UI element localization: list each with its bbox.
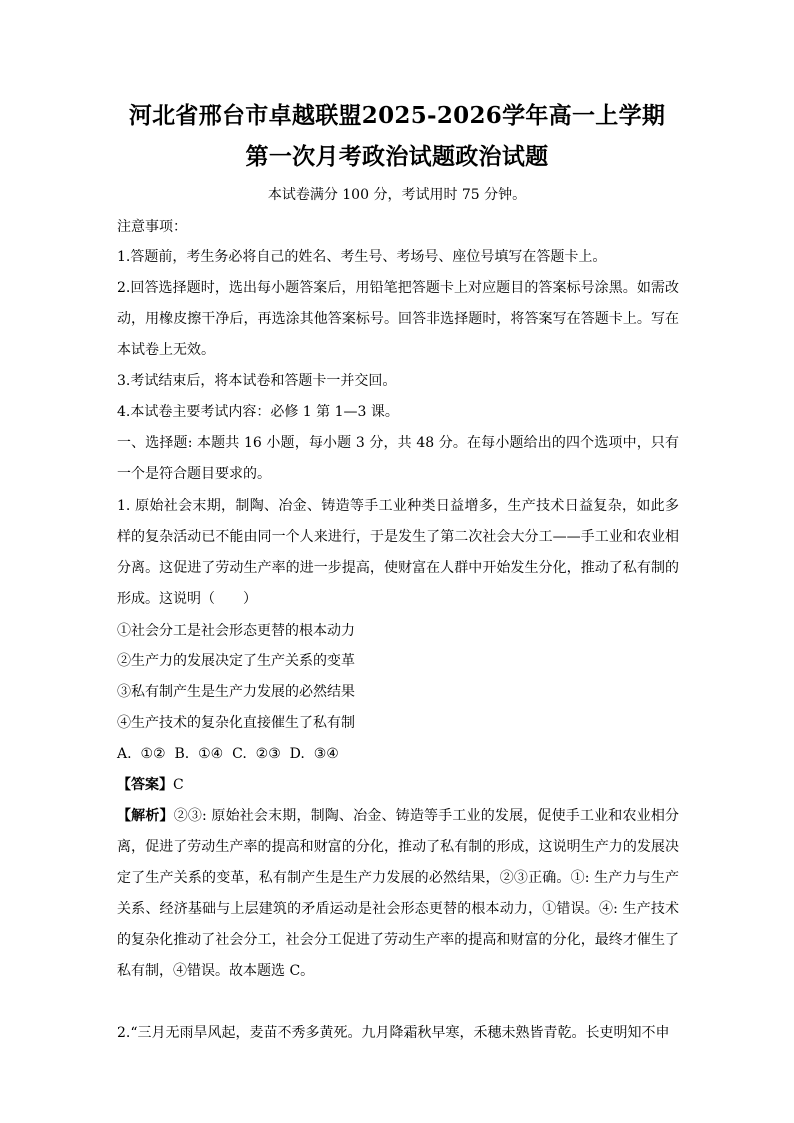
section-1-heading: 一、选择题: 本题共 16 小题，每小题 3 分，共 48 分。在每小题给出的四个选项中，只有一个是符合题目要求的。 xyxy=(117,435,679,482)
exam-subtitle: 本试卷满分 100 分，考试用时 75 分钟。 xyxy=(267,187,527,203)
exam-title-line2: 第一次月考政治试题政治试题 xyxy=(245,143,549,170)
question-1-answer xyxy=(117,770,679,801)
exam-title-line1: 河北省邢台市卓越联盟2025-2026学年高一上学期 xyxy=(128,102,666,129)
notice-item-1: 1.答题前，考生务必将自己的姓名、考生号、考场号、座位号填写在答题卡上。 xyxy=(117,249,607,265)
question-1-option-4: ④生产技术的复杂化直接催生了私有制 xyxy=(117,715,355,731)
notice-item-4: 4.本试卷主要考试内容：必修 1 第 1—3 课。 xyxy=(117,404,399,420)
question-1-stem: 1. 原始社会末期，制陶、冶金、铸造等手工业种类日益增多，生产技术日益复杂，如此多样的复杂活动已不能由同一个人来进行，于是发生了第二次社会大分工——手工业和农业相分离。这促进了劳动生产率的进一步提高，使财富在人群中开始发生分化，推动了私有制的形成。这说明（ ） xyxy=(117,498,679,607)
question-1-analysis xyxy=(117,801,679,987)
answer-label: 【答案】 xyxy=(117,777,173,793)
question-1-choices: A. ①② B. ①④ C. ②③ D. ③④ xyxy=(117,746,339,762)
question-2-stem: 2.“三月无雨旱风起，麦苗不秀多黄死。九月降霜秋早寒，禾穗未熟皆青乾。长吏明知不申 xyxy=(117,1025,670,1041)
notice-item-2: 2.回答选择题时，选出每小题答案后，用铅笔把答题卡上对应题目的答案标号涂黑。如需改动，用橡皮擦干净后，再选涂其他答案标号。回答非选择题时，将答案写在答题卡上。写在本试卷上无效。 xyxy=(117,280,679,358)
analysis-label: 【解析】 xyxy=(117,808,174,824)
notice-item-3: 3.考试结束后，将本试卷和答题卡一并交回。 xyxy=(117,373,397,389)
question-1-option-2: ②生产力的发展决定了生产关系的变革 xyxy=(117,653,355,669)
question-1-option-1: ①社会分工是社会形态更替的根本动力 xyxy=(117,623,355,639)
answer-value: C xyxy=(173,777,184,793)
question-1-option-3: ③私有制产生是生产力发展的必然结果 xyxy=(117,684,355,700)
notice-heading: 注意事项： xyxy=(117,219,187,235)
analysis-text: ②③: 原始社会末期，制陶、冶金、铸造等手工业的发展，促使手工业和农业相分离，促进了劳动生产率的提高和财富的分化，推动了私有制的形成，这说明生产力的发展决定了生产关系的变革，私有制产生是生产力发展的必然结果，②③正确。①: 生产力与生产关系、经济基础与上层建筑的矛盾运动是社会形态更替的根本动力，①错误。④: 生产技术的复杂化推动了社会分工，社会分工促进了劳动生产率的提高和财富的分化，最终才催生了私有制，④错误。故本题选 C。 xyxy=(117,808,679,979)
